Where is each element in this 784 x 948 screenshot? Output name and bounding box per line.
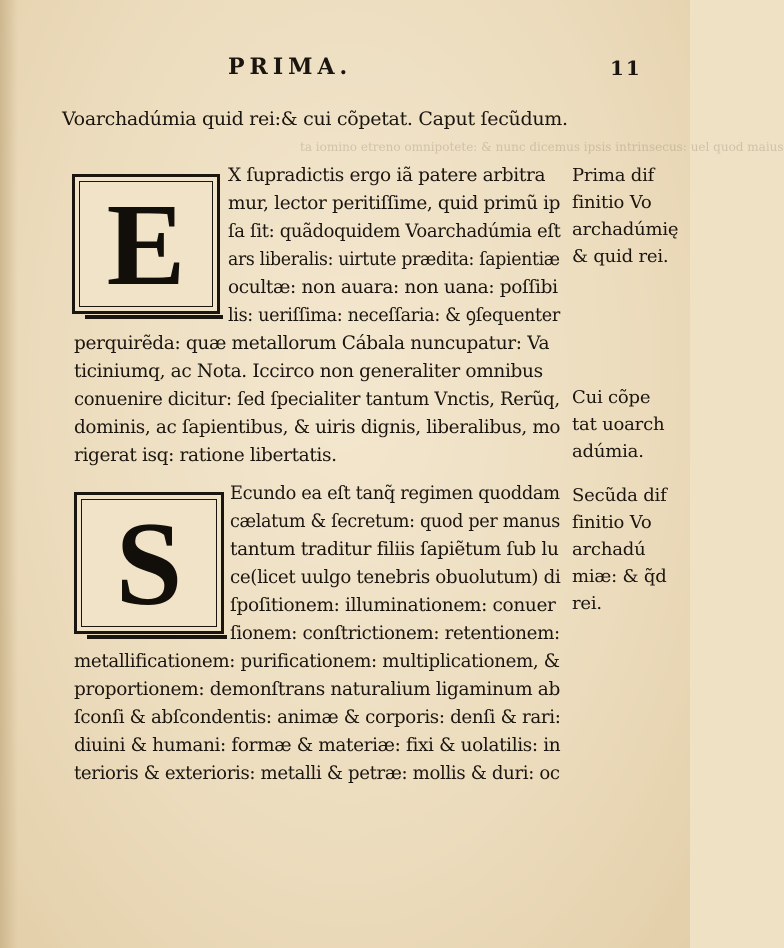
margin-note: adúmia. [572,441,644,462]
text-line: conuenire dicitur: ſed ſpecialiter tantum Vnctis, Rerũq, [74,389,560,410]
text-line: tantum traditur filiis ſapiẽtum ſub lu [230,539,559,560]
text-line: Ecundo ea eſt tanq̃ regimen quoddam [230,483,560,504]
page-gutter-shadow [0,0,18,948]
text-line: perquirẽda: quæ metallorum Cábala nuncupatur: Va [74,333,550,354]
initial-s-frame [74,492,224,634]
margin-note: Cui cõpe [572,387,651,408]
margin-note: archadú [572,539,646,560]
initial-letter-e: E [106,179,186,310]
margin-note: Secũda dif [572,485,667,506]
text-line: ſconſi & abſcondentis: animæ & corporis: denſi & rari: [74,707,561,728]
margin-note: finitio Vo [572,192,652,213]
show-through-text: ta iomino etreno omnipotete: & nunc dicemus ipsis intrinsecus: uel quod maius [300,140,784,154]
text-line: ticiniumq, ac Nota. Iccirco non generaliter omnibus [74,361,543,382]
running-head: PRIMA. [228,54,353,80]
margin-note: finitio Vo [572,512,652,533]
text-line: terioris & exterioris: metalli & petræ: mollis & duri: oc [74,763,560,784]
text-line: ocultæ: non auara: non uana: poſſibi [228,277,558,298]
text-line: metallificationem: purificationem: multiplicationem, & [74,651,560,672]
text-line: cælatum & ſecretum: quod per manus [230,511,560,532]
text-line: lis: ueriſſima: neceſſaria: & ꝯſequenter [228,305,560,326]
folio-number: 11 [610,56,642,80]
text-line: dominis, ac ſapientibus, & uiris dignis, liberalibus, mo [74,417,561,438]
text-line: X ſupradictis ergo iã patere arbitra [228,165,546,186]
margin-note: & quid rei. [572,246,669,267]
margin-note: rei. [572,593,602,614]
text-line: ce(licet uulgo tenebris obuolutum) di [230,567,561,588]
text-line: ſpoſitionem: illuminationem: conuer [230,595,556,616]
chapter-title: Voarchadúmia quid rei:& cui cõpetat. Caput ſecũdum. [62,108,568,130]
margin-note: archadúmię [572,219,679,240]
text-line: rigerat isq: ratione libertatis. [74,445,337,466]
initial-e-frame [72,174,220,314]
text-line: ſa ſit: quãdoquidem Voarchadúmia eſt [228,221,561,242]
text-line: ſionem: conſtrictionem: retentionem: [230,623,560,644]
margin-note: Prima dif [572,165,655,186]
text-line: proportionem: demonſtrans naturalium ligaminum ab [74,679,560,700]
text-line: ars liberalis: uirtute prædita: ſapientiæ [228,249,560,270]
text-line: diuini & humani: formæ & materiæ: fixi & uolatilis: in [74,735,561,756]
text-line: mur, lector peritiſſime, quid primũ ip [228,193,561,214]
initial-letter-s: S [115,497,183,630]
margin-note: tat uoarch [572,414,665,435]
margin-note: miæ: & q̃d [572,566,667,587]
